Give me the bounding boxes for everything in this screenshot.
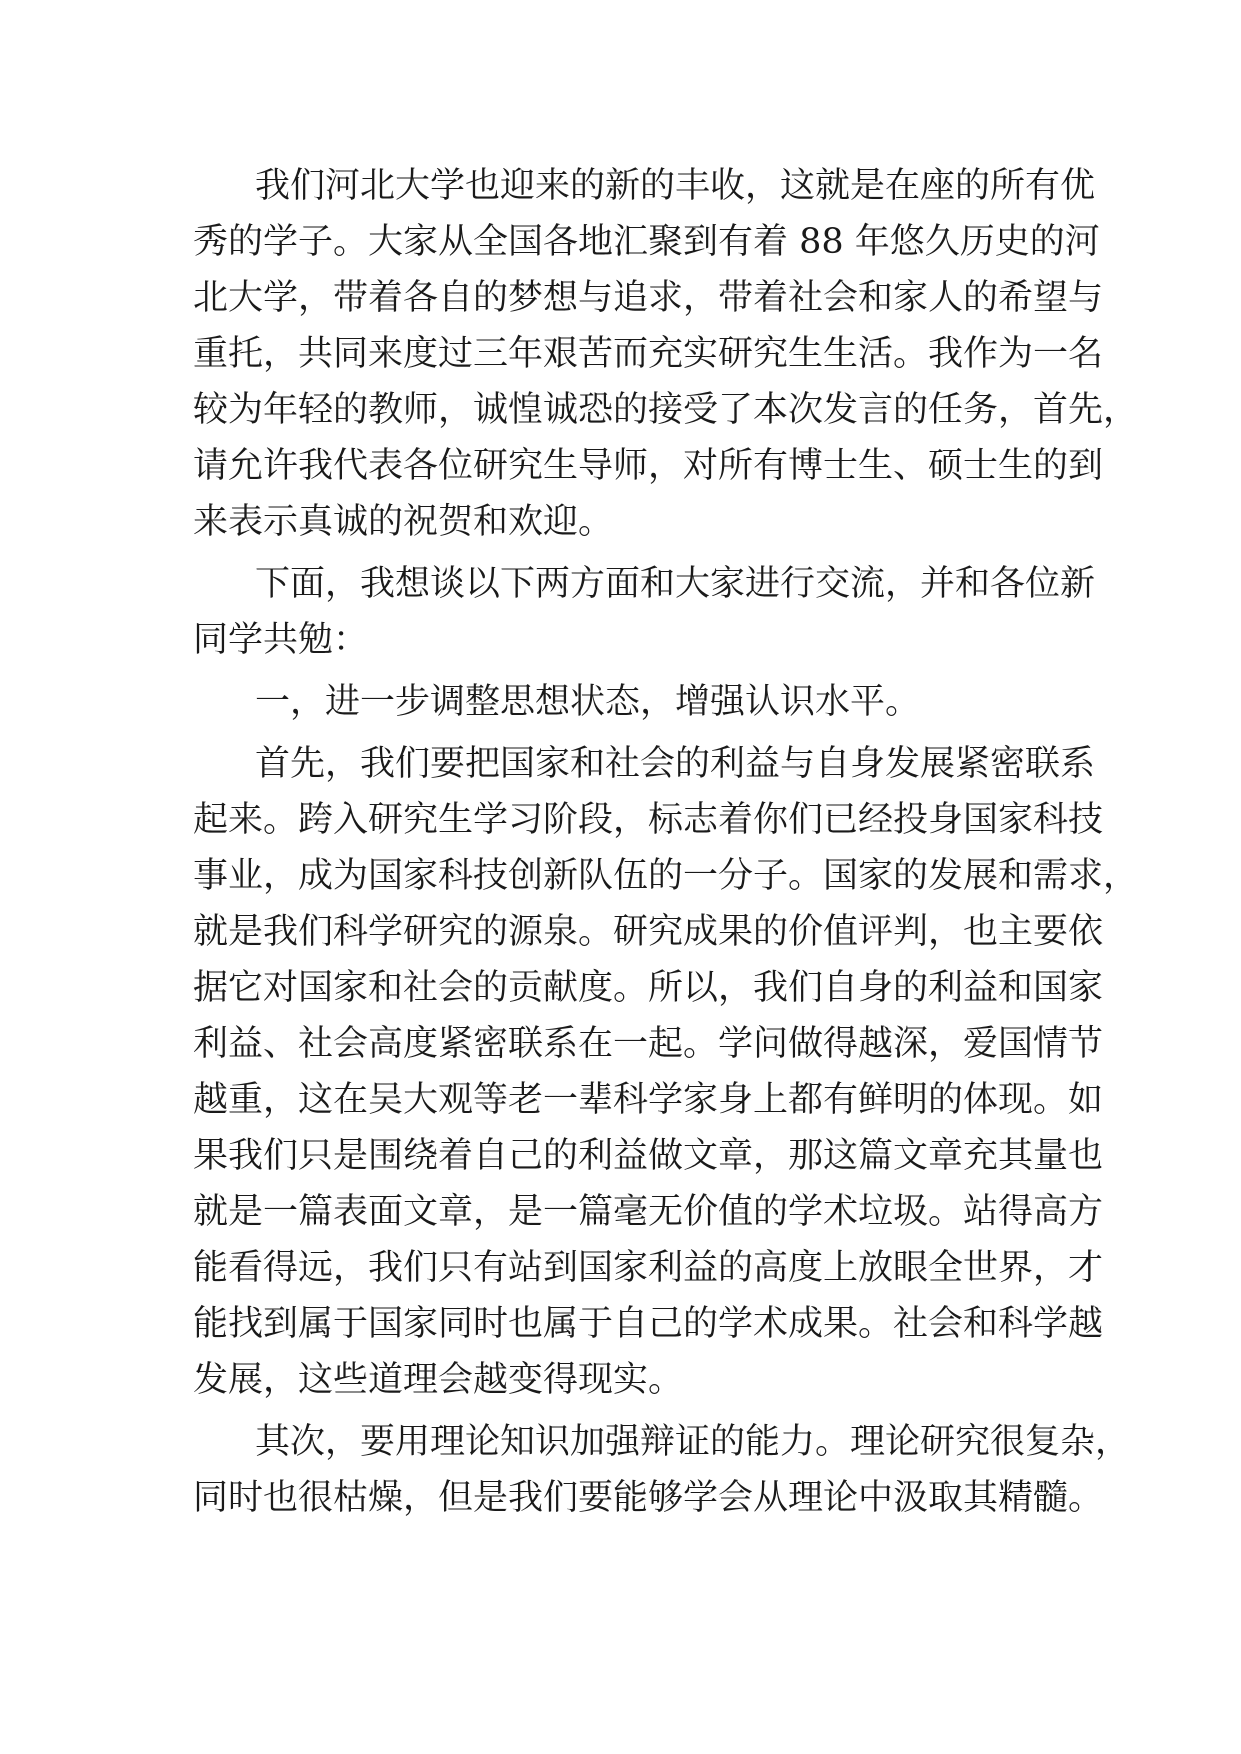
- paragraph-1-line-2: 秀的学子。大家从全国各地汇聚到有着 88 年悠久历史的河: [193, 222, 1100, 262]
- paragraph-2-line-1: 下面，我想谈以下两方面和大家进行交流，并和各位新: [255, 564, 1096, 604]
- paragraph-1-line-5: 较为年轻的教师，诚惶诚恐的接受了本次发言的任务，首先，: [193, 390, 1139, 430]
- paragraph-2-line-2: 同学共勉：: [193, 620, 369, 660]
- paragraph-3-line-2: 起来。跨入研究生学习阶段，标志着你们已经投身国家科技: [193, 800, 1104, 840]
- paragraph-3-line-5: 据它对国家和社会的贡献度。所以，我们自身的利益和国家: [193, 968, 1104, 1008]
- paragraph-3-line-12: 发展，这些道理会越变得现实。: [193, 1360, 684, 1400]
- paragraph-3-line-11: 能找到属于国家同时也属于自己的学术成果。社会和科学越: [193, 1304, 1104, 1344]
- paragraph-1-line-6: 请允许我代表各位研究生导师，对所有博士生、硕士生的到: [193, 446, 1104, 486]
- paragraph-3-line-9: 就是一篇表面文章，是一篇毫无价值的学术垃圾。站得高方: [193, 1192, 1104, 1232]
- paragraph-3-line-10: 能看得远，我们只有站到国家利益的高度上放眼全世界，才: [193, 1248, 1104, 1288]
- paragraph-3-line-6: 利益、社会高度紧密联系在一起。学问做得越深，爱国情节: [193, 1024, 1104, 1064]
- paragraph-3-line-3: 事业，成为国家科技创新队伍的一分子。国家的发展和需求，: [193, 856, 1139, 896]
- section-heading-1: 一，进一步调整思想状态，增强认识水平。: [255, 682, 921, 722]
- paragraph-1-line-4: 重托，共同来度过三年艰苦而充实研究生生活。我作为一名: [193, 334, 1104, 374]
- paragraph-3-line-1: 首先，我们要把国家和社会的利益与自身发展紧密联系: [255, 744, 1096, 784]
- paragraph-3-line-7: 越重，这在吴大观等老一辈科学家身上都有鲜明的体现。如: [193, 1080, 1104, 1120]
- paragraph-4-line-1: 其次，要用理论知识加强辩证的能力。理论研究很复杂，: [255, 1422, 1131, 1462]
- paragraph-4-line-2: 同时也很枯燥，但是我们要能够学会从理论中汲取其精髓。: [193, 1478, 1104, 1518]
- paragraph-1-line-1: 我们河北大学也迎来的新的丰收，这就是在座的所有优: [255, 166, 1096, 206]
- paragraph-3-line-8: 果我们只是围绕着自己的利益做文章，那这篇文章充其量也: [193, 1136, 1104, 1176]
- paragraph-1-line-7: 来表示真诚的祝贺和欢迎。: [193, 502, 614, 542]
- paragraph-3-line-4: 就是我们科学研究的源泉。研究成果的价值评判，也主要依: [193, 912, 1104, 952]
- paragraph-1-line-3: 北大学，带着各自的梦想与追求，带着社会和家人的希望与: [193, 278, 1104, 318]
